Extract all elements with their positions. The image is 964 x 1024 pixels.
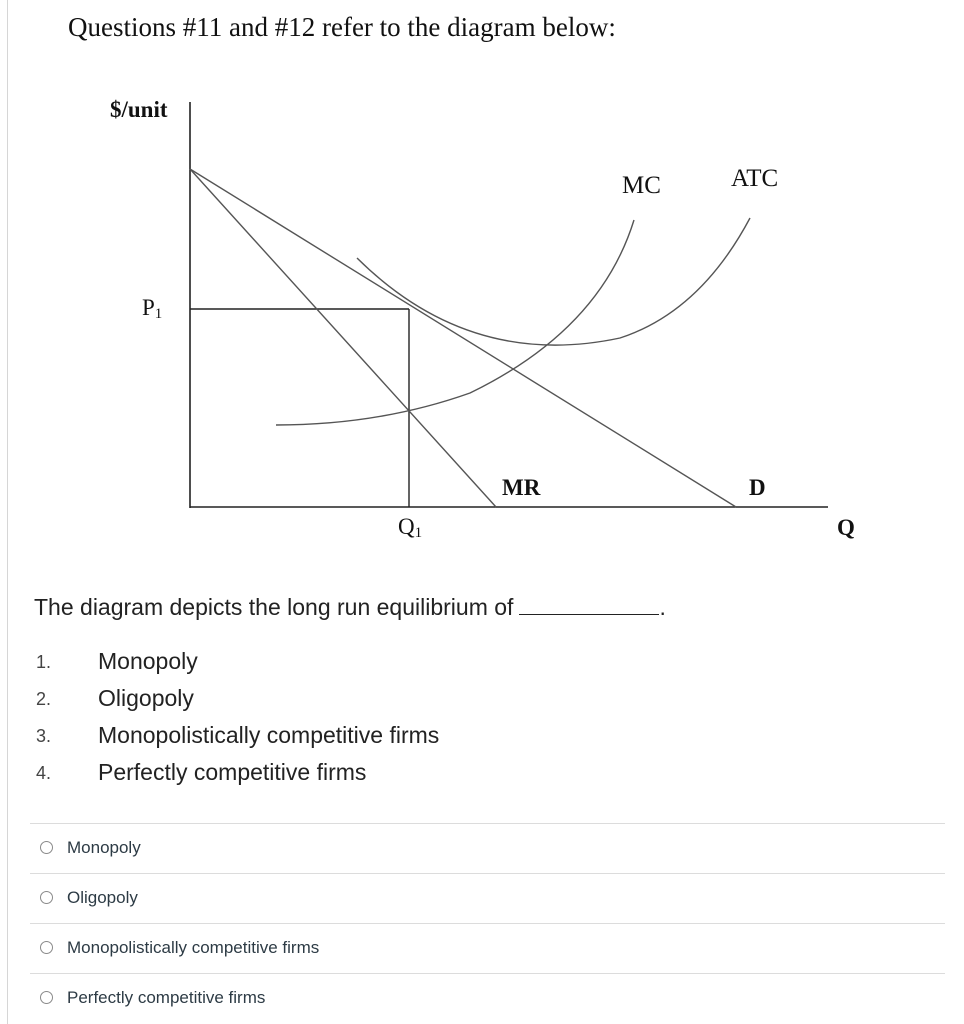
list-number: 2. bbox=[36, 689, 52, 709]
answer-blank bbox=[519, 614, 659, 615]
numbered-choice-list bbox=[36, 648, 636, 796]
atc-curve bbox=[357, 218, 750, 345]
p1-label: P1 bbox=[142, 295, 163, 322]
radio-button[interactable] bbox=[40, 991, 53, 1004]
list-number: 3. bbox=[36, 726, 52, 746]
answer-option-monopoly[interactable] bbox=[30, 823, 945, 873]
mr-label: MR bbox=[502, 475, 541, 500]
list-text: Oligopoly bbox=[98, 685, 194, 711]
answer-option-perfect-competition[interactable] bbox=[30, 973, 945, 1023]
atc-label: ATC bbox=[731, 165, 779, 192]
list-text: Monopolistically competitive firms bbox=[98, 722, 440, 748]
mr-curve bbox=[190, 169, 496, 507]
demand-curve bbox=[190, 169, 736, 507]
answer-option-monopolistic-competition[interactable] bbox=[30, 923, 945, 973]
list-item bbox=[36, 648, 636, 685]
answer-option-oligopoly[interactable] bbox=[30, 873, 945, 923]
radio-button[interactable] bbox=[40, 891, 53, 904]
answer-option-label[interactable]: Oligopoly bbox=[67, 888, 138, 907]
answer-option-label[interactable]: Monopolistically competitive firms bbox=[67, 938, 320, 957]
answer-option-label[interactable]: Monopoly bbox=[67, 838, 141, 857]
list-text: Monopoly bbox=[98, 648, 198, 674]
answer-option-label[interactable]: Perfectly competitive firms bbox=[67, 988, 266, 1007]
mc-label: MC bbox=[622, 172, 661, 199]
question-stem bbox=[34, 594, 666, 621]
q1-label: Q1 bbox=[398, 514, 423, 541]
list-item bbox=[36, 722, 636, 759]
x-axis-label: Q bbox=[837, 515, 855, 540]
list-item bbox=[36, 759, 636, 796]
radio-button[interactable] bbox=[40, 941, 53, 954]
d-label: D bbox=[749, 475, 766, 500]
y-axis-label: $/unit bbox=[110, 97, 168, 122]
list-text: Perfectly competitive firms bbox=[98, 759, 367, 785]
list-number: 4. bbox=[36, 763, 52, 783]
question-heading: Questions #11 and #12 refer to the diagram below: bbox=[68, 12, 616, 42]
question-stem-end: . bbox=[659, 594, 666, 620]
list-item bbox=[36, 685, 636, 722]
question-stem-text: The diagram depicts the long run equilibrium of bbox=[34, 594, 514, 620]
answer-options bbox=[30, 823, 945, 1023]
radio-button[interactable] bbox=[40, 841, 53, 854]
list-number: 1. bbox=[36, 652, 52, 672]
